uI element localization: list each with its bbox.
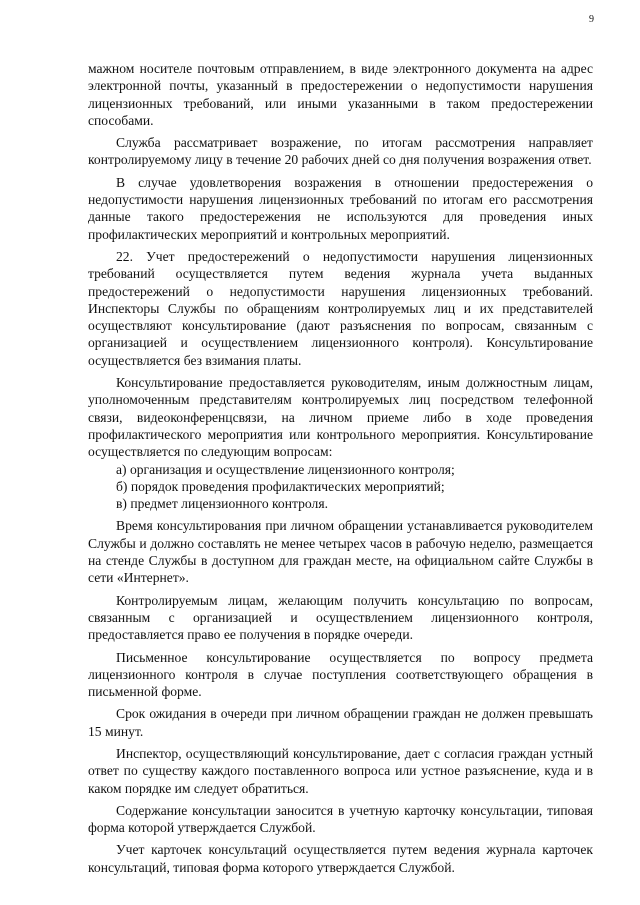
- paragraph-consulting-card: Содержание консультации заносится в учетную карточку консультации, типовая форма которой утверждается Службой.: [88, 802, 593, 836]
- list-item-c: в) предмет лицензионного контроля.: [116, 496, 328, 512]
- paragraph-card-journal: Учет карточек консультаций осуществляется путем ведения журнала карточек консультаций, типовая форма которого утверждается Службой.: [88, 842, 593, 875]
- paragraph-item-22: 22. Учет предостережений о недопустимости нарушения лицензионных требований осуществляется путем ведения журнала учета выданных предостережений о недопустимости нарушения лицензионных требований. Инспекторы Службы по обращениям контролируемых лиц и их представителей осуществляют консультирование (дают разъяснения по вопросам, связанным с организацией и осуществлением лицензионного контроля). Консультирование осуществляется без взимания платы.: [88, 248, 593, 368]
- list-item-b: б) порядок проведения профилактических мероприятий;: [116, 478, 445, 494]
- list-item-a: а) организация и осуществление лицензионного контроля;: [116, 461, 455, 477]
- paragraph-written-consulting: Письменное консультирование осуществляется по вопросу предмета лицензионного контроля в случае поступления соответствующего обращения в письменной форме.: [88, 649, 593, 700]
- paragraph-queue-right: Контролируемым лицам, желающим получить консультацию по вопросам, связанным с организацией и осуществлением лицензионного контроля, предоставляется право ее получения в порядке очереди.: [88, 592, 593, 643]
- paragraph-consulting-time: Время консультирования при личном обращении устанавливается руководителем Службы и должно составлять не менее четырех часов в рабочую неделю, размещается на стенде Службы в доступном для граждан месте, на официальном сайте Службы в сети «Интернет».: [88, 518, 593, 586]
- paragraph-continuation: мажном носителе почтовым отправлением, в виде электронного документа на адрес электронной почты, указанный в предостережении о недопустимости нарушения лицензионных требований, или иными указанными в таком предостережении способами.: [88, 61, 593, 128]
- document-body: [88, 60, 593, 876]
- paragraph-objection-review: Служба рассматривает возражение, по итогам рассмотрения направляет контролируемому лицу в течение 20 рабочих дней со дня получения возражения ответ.: [88, 135, 593, 168]
- paragraph-consulting-provided: Консультирование предоставляется руководителям, иным должностным лицам, уполномоченным представителям контролируемых лиц посредством телефонной связи, видеоконференцсвязи, на личном приеме либо в ходе проведения профилактического мероприятия или контрольного мероприятия. Консультирование осуществляется по следующим вопросам:: [88, 375, 593, 460]
- paragraph-waiting-time: Срок ожидания в очереди при личном обращении граждан не должен превышать 15 минут.: [88, 706, 593, 739]
- paragraph-objection-satisfied: В случае удовлетворения возражения в отношении предостережения о недопустимости нарушения лицензионных требований по итогам его рассмотрения данные такого предостережения не используются для проведения иных профилактических мероприятий и контрольных мероприятий.: [88, 174, 593, 242]
- paragraph-inspector-answer: Инспектор, осуществляющий консультирование, дает с согласия граждан устный ответ по существу каждого поставленного вопроса или устное разъяснение, куда и в каком порядке им следует обратиться.: [88, 745, 593, 796]
- page-number: 9: [589, 14, 594, 25]
